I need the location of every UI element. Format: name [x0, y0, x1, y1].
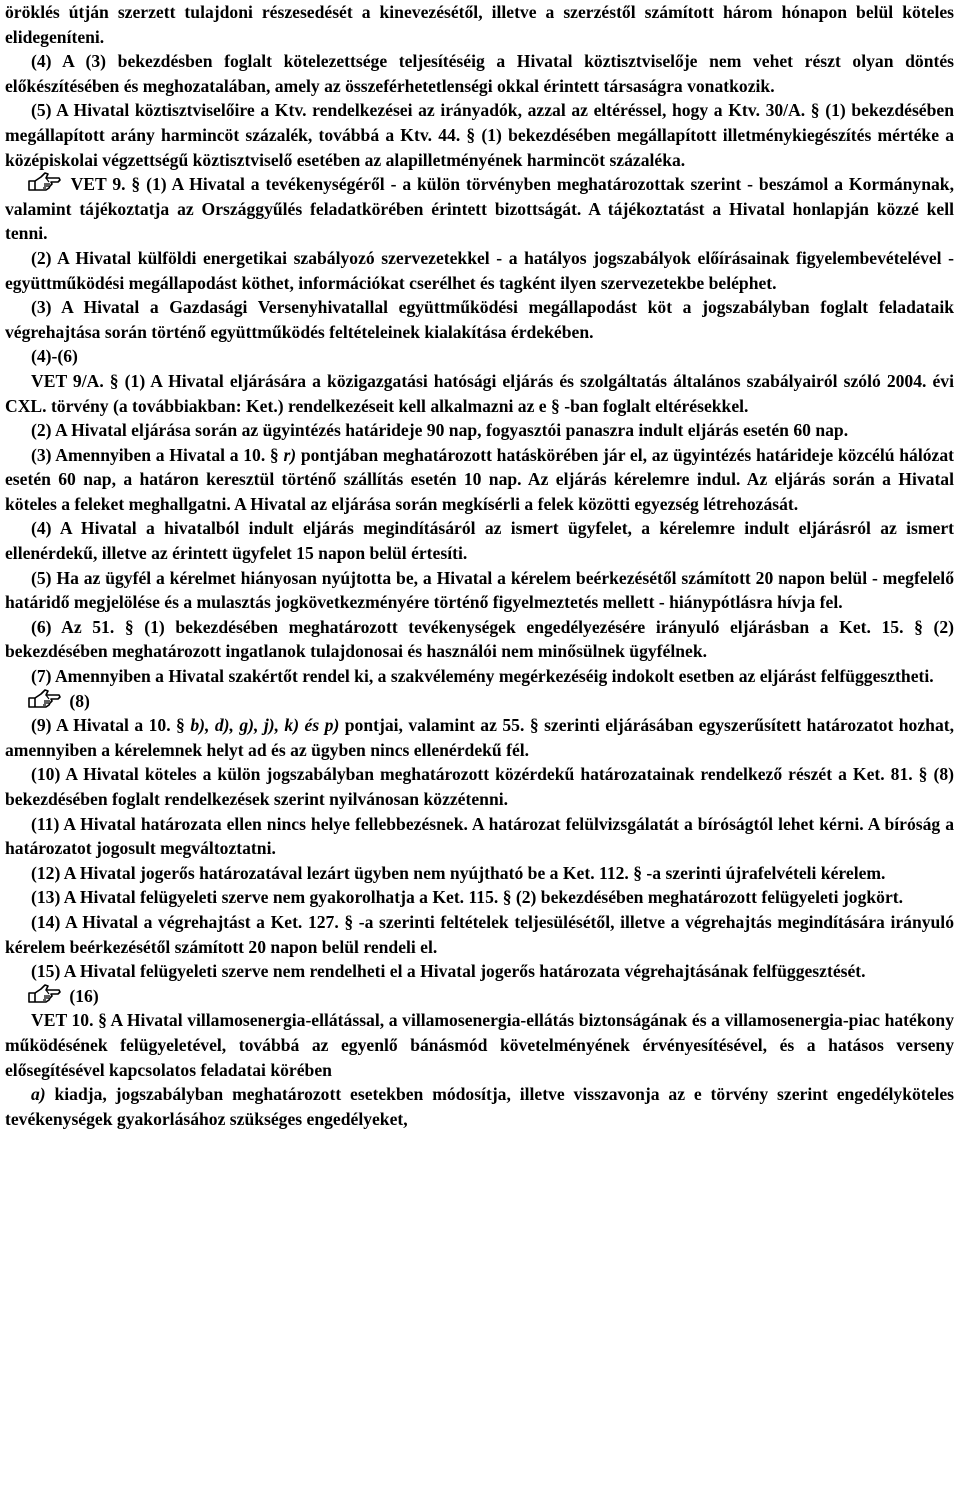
paragraph-text: (4)-(6) — [31, 346, 78, 367]
paragraph-text: (3) Amennyiben a Hivatal a 10. § r) pontjában meghatározott hatáskörében jár el, az ügyintézés határideje közcélú hálózat esetén 60 nap, a határon keresztül történő szállítás esetén 10 nap. Az eljárás kérelemre indul. Az eljárás során a Hivatal köteles a feleket meghallgatni. A Hivatal az eljárása során megkísérli a felek közötti egyezség létrehozását. — [5, 444, 954, 514]
paragraph-p12 — [5, 566, 954, 615]
paragraph-p24 — [5, 1008, 954, 1082]
paragraph-p13 — [5, 615, 954, 664]
paragraph-p08 — [5, 369, 954, 418]
paragraph-text: (14) A Hivatal a végrehajtást a Ket. 127. § -a szerinti feltételek teljesülésétől, illetve a végrehajtás megindítására irányuló kérelem beérkezésétől számított 20 napon belül rendeli el. — [5, 911, 954, 957]
paragraph-text: VET 9/A. § (1) A Hivatal eljárására a közigazgatási hatósági eljárás és szolgáltatás általános szabályairól szóló 2004. évi CXL. törvény (a továbbiakban: Ket.) rendelkezéseit kell alkalmazni az e § -ban foglalt eltérésekkel. — [5, 370, 954, 416]
paragraph-p07 — [5, 344, 954, 369]
pointing-hand-icon — [27, 172, 61, 192]
paragraph-text: (5) A Hivatal köztisztviselőire a Ktv. rendelkezései az irányadók, azzal az eltéréssel, hogy a Ktv. 30/A. § (1) bekezdésében megállapított arány harmincöt százalék, továbbá a Ktv. 44. § (1) bekezdésében megállapított illetménykiegészítés mértéke a középiskolai végzettségű köztisztviselő esetében az alapilletményének harmincöt százaléka. — [5, 100, 954, 170]
paragraph-text: (13) A Hivatal felügyeleti szerve nem gyakorolhatja a Ket. 115. § (2) bekezdésében meghatározott felügyeleti jogkört. — [31, 887, 904, 908]
paragraph-text: (16) — [69, 985, 99, 1006]
paragraph-text: (8) — [69, 690, 90, 711]
paragraph-text: (10) A Hivatal köteles a külön jogszabályban meghatározott közérdekű határozatainak rendelkező részét a Ket. 81. § (8) bekezdésében foglalt rendelkezések szerint nyilvánosan közzétenni. — [5, 764, 954, 809]
paragraph-text: (6) Az 51. § (1) bekezdésében meghatározott tevékenységek engedélyezésére irányuló eljárásban a Ket. 15. § (2) bekezdésében meghatározott ingatlanok tulajdonosai és használói nem minősülnek ügyfélnek. — [5, 616, 954, 662]
paragraph-text: (12) A Hivatal jogerős határozatával lezárt ügyben nem nyújtható be a Ket. 112. § -a szerinti újrafelvételi kérelem. — [31, 862, 886, 883]
paragraph-p25 — [5, 1082, 954, 1131]
paragraph-text: (2) A Hivatal külföldi energetikai szabályozó szervezetekkel - a hatályos jogszabályok előírásainak figyelembevételével - együttműködési megállapodást köthet, információkat cserélhet és tagként ilyen szervezetekbe beléphet. — [5, 247, 954, 293]
paragraph-p04 — [5, 172, 954, 246]
paragraph-text: VET 9. § (1) A Hivatal a tevékenységéről - a külön törvényben meghatározottak szerint - beszámol a Kormánynak, valamint tájékoztatja az Országgyűlés feladatkörében érintett bizottságát. A tájékoztatást a Hivatal honlapján közzé kell tenni. — [5, 174, 954, 244]
paragraph-p06 — [5, 295, 954, 344]
paragraph-text: (4) A (3) bekezdésben foglalt kötelezettsége teljesítéséig a Hivatal köztisztviselője nem vehet részt olyan döntés előkészítésében és meghozatalában, amely az összeférhetetlenségi okkal érintett társaságra vonatkozik. — [5, 51, 954, 96]
paragraph-p23 — [5, 984, 954, 1009]
paragraph-p10 — [5, 443, 954, 517]
paragraph-p16 — [5, 713, 954, 762]
paragraph-p14 — [5, 664, 954, 689]
paragraph-p11 — [5, 516, 954, 565]
paragraph-p01 — [5, 0, 954, 49]
paragraph-p02 — [5, 49, 954, 98]
paragraph-p19 — [5, 861, 954, 886]
paragraph-text: (4) A Hivatal a hivatalból indult eljárás megindításáról az ismert ügyfelet, a kérelemre indult eljárásról az ismert ellenérdekű, illetve az érintett ügyfelet 15 napon belül értesíti. — [5, 518, 954, 564]
paragraph-text: (7) Amennyiben a Hivatal szakértőt rendel ki, a szakvélemény megérkezéséig indokolt esetben az eljárást felfüggesztheti. — [31, 666, 934, 687]
paragraph-text: öröklés útján szerzett tulajdoni részesedését a kinevezésétől, illetve a szerzéstől számított három hónapon belül köteles elidegeníteni. — [5, 2, 954, 47]
paragraph-text: a) kiadja, jogszabályban meghatározott esetekben módosítja, illetve visszavonja az e törvény szerint engedélyköteles tevékenységek gyakorlásához szükséges engedélyeket, — [5, 1084, 954, 1129]
paragraph-p22 — [5, 959, 954, 984]
paragraph-p20 — [5, 885, 954, 910]
paragraph-text: (3) A Hivatal a Gazdasági Versenyhivatallal együttműködési megállapodást köt a jogszabályban foglalt feladataik végrehajtása során történő együttműködés feltételeinek kialakítása érdekében. — [5, 297, 954, 342]
pointing-hand-icon — [27, 689, 61, 709]
paragraph-p03 — [5, 98, 954, 172]
paragraph-p21 — [5, 910, 954, 959]
paragraph-p15 — [5, 689, 954, 714]
paragraph-p05 — [5, 246, 954, 295]
paragraph-p18 — [5, 812, 954, 861]
paragraph-text: (5) Ha az ügyfél a kérelmet hiányosan nyújtotta be, a Hivatal a kérelem beérkezésétől számított 20 napon belül - megfelelő határidő megjelölése és a mulasztás jogkövetkezményére történő figyelmeztetés mellett - hiánypótlásra hívja fel. — [5, 567, 954, 613]
paragraph-text: (15) A Hivatal felügyeleti szerve nem rendelheti el a Hivatal jogerős határozata végrehajtásának felfüggesztését. — [31, 961, 866, 982]
paragraph-p09 — [5, 418, 954, 443]
pointing-hand-icon — [27, 984, 61, 1004]
paragraph-text: VET 10. § A Hivatal villamosenergia-ellátással, a villamosenergia-ellátás biztonságának és a villamosenergia-piac hatékony működésének felügyeletével, továbbá az egyenlő bánásmód követelményének érvényesítésével, és a hatásos verseny elősegítésével kapcsolatos feladatai körében — [5, 1010, 954, 1080]
paragraph-text: (9) A Hivatal a 10. § b), d), g), j), k) és p) pontjai, valamint az 55. § szerinti eljárásában egyszerűsített határozatot hozhat, amennyiben a kérelemnek helyt ad és az ügyben nincs ellenérdekű fél. — [5, 715, 954, 760]
paragraph-text: (2) A Hivatal eljárása során az ügyintézés határideje 90 nap, fogyasztói panaszra indult eljárás esetén 60 nap. — [31, 420, 849, 441]
paragraph-text: (11) A Hivatal határozata ellen nincs helye fellebbezésnek. A határozat felülvizsgálatát a bíróságtól lehet kérni. A bíróság a határozatot jogosult megváltoztatni. — [5, 813, 954, 859]
paragraph-p17 — [5, 762, 954, 811]
